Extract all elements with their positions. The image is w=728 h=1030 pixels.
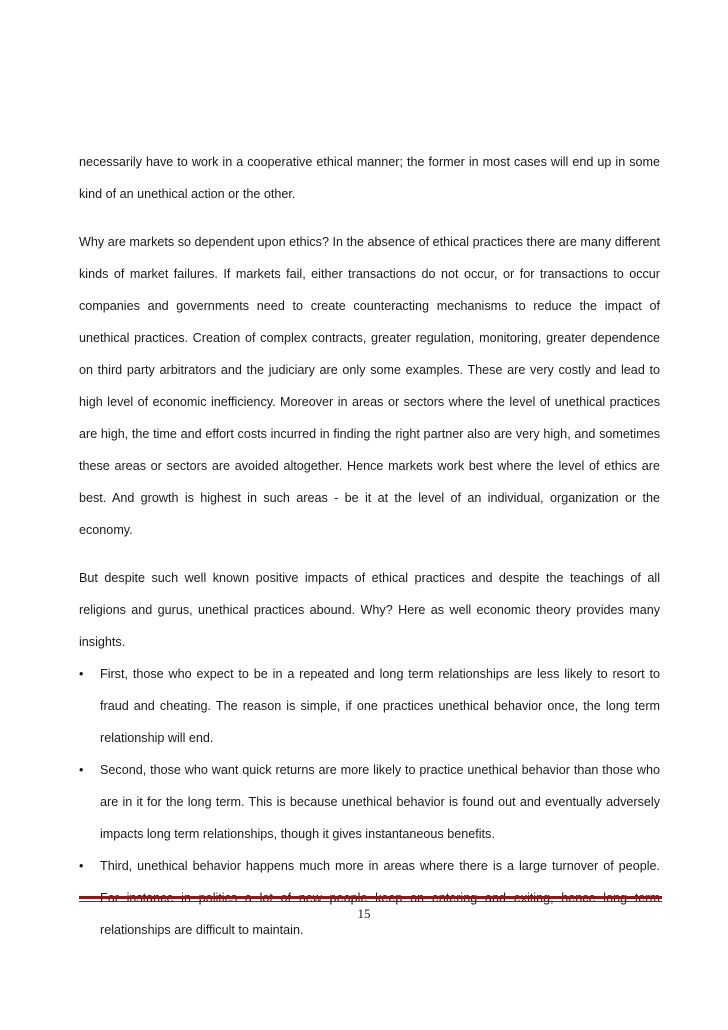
paragraph-3: But despite such well known positive impacts of ethical practices and despite the teachings of all religions and gurus, unethical practices abound. Why? Here as well economic theory provides many insights. xyxy=(79,571,660,649)
paragraph-2: Why are markets so dependent upon ethics? In the absence of ethical practices there are many different kinds of market failures. If markets fail, either transactions do not occur, or for transactions to occur companies and governments need to create counteracting mechanisms to reduce the impact of unethical practices. Creation of complex contracts, greater regulation, monitoring, greater dependence on third party arbitrators and the judiciary are only some examples. These are very costly and lead to high level of economic inefficiency. Moreover in areas or sectors where the level of unethical practices are high, the time and effort costs incurred in finding the right partner also are very high, and sometimes these areas or sectors are avoided altogether. Hence markets work best where the level of ethics are best. And growth is highest in such areas - be it at the level of an individual, organization or the economy. xyxy=(79,235,660,537)
bullet-icon: • xyxy=(79,667,84,681)
footer-divider-thin xyxy=(79,901,662,902)
bullet-icon: • xyxy=(79,859,84,873)
page-number: 15 xyxy=(357,906,371,921)
bullet-item-1 xyxy=(79,658,660,754)
body-text xyxy=(79,146,660,946)
paragraph-1: necessarily have to work in a cooperative ethical manner; the former in most cases will end up in some kind of an unethical action or the other. xyxy=(79,155,660,201)
bullet-text: Second, those who want quick returns are more likely to practice unethical behavior than those who are in it for the long term. This is because unethical behavior is found out and eventually adversely impacts long term relationships, though it gives instantaneous benefits. xyxy=(100,763,660,841)
bullet-list xyxy=(79,658,660,946)
bullet-item-2 xyxy=(79,754,660,850)
bullet-icon: • xyxy=(79,763,84,777)
bullet-text: First, those who expect to be in a repeated and long term relationships are less likely to resort to fraud and cheating. The reason is simple, if one practices unethical behavior once, the long term relationship will end. xyxy=(100,667,660,745)
bullet-text: Third, unethical behavior happens much more in areas where there is a large turnover of people. relationships are difficult to maintain. xyxy=(100,859,660,937)
footer-divider-thick xyxy=(79,896,662,899)
